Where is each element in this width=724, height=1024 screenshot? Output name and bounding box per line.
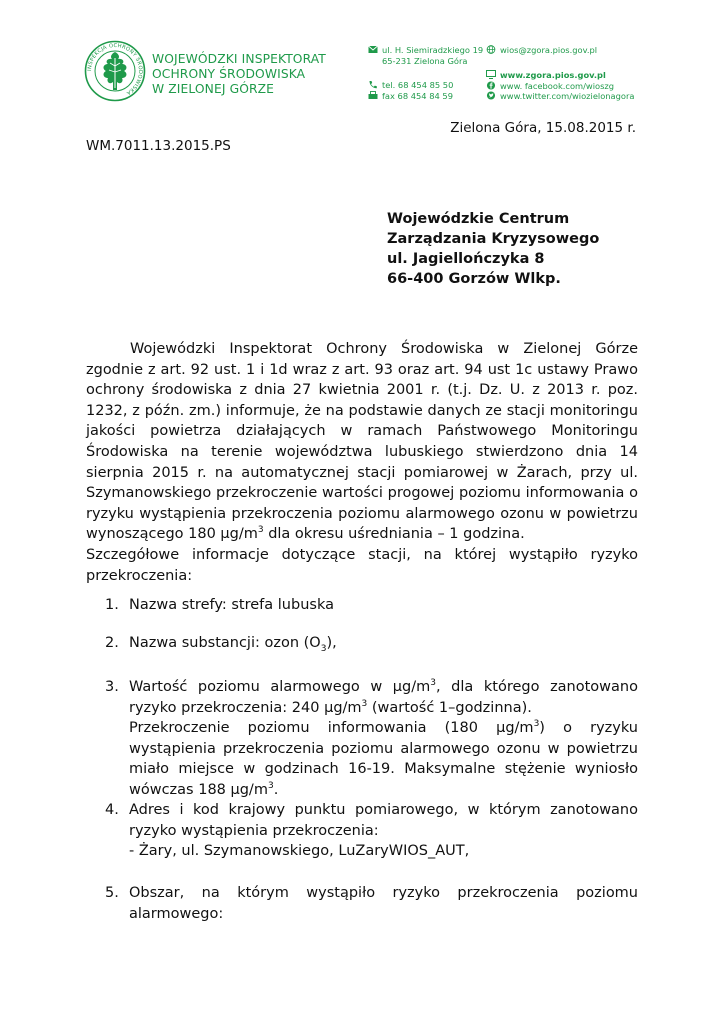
org-line-2: OCHRONY ŚRODOWISKA (152, 67, 306, 81)
phone-block (368, 80, 453, 101)
website-link[interactable]: www.zgora.pios.gov.pl (500, 70, 606, 80)
twitter-link[interactable]: www.twitter.com/wiozielonagora (500, 91, 635, 101)
place-and-date: Zielona Góra, 15.08.2015 r. (450, 120, 636, 136)
main-paragraph: Wojewódzki Inspektorat Ochrony Środowiska w Zielonej Górze zgodnie z art. 92 ust. 1 i 1d wraz z art. 93 oraz art. 94 ust 1c ustawy Prawo ochrony środowiska z dnia 27 kwietnia 2001 r. (t.j. Dz. U. z 2013 r. poz. 1232, z późn. zm.) informuje, że na podstawie danych ze stacji monitoringu jakości powietrza działających w ramach Państwowego Monitoringu Środowiska na terenie województwa lubuskiego stwierdzono dnia 14 sierpnia 2015 r. na automatycznej stacji pomiarowej w Żarach, przy ul. Szymanowskiego przekroczenie wartości progowej poziomu informowania o ryzyku wystąpienia przekroczenia poziomu alarmowego ozonu w powietrzu wynoszącego 180 $\mu g/m^3$ dla okresu uśredniania – 1 godzina. (86, 341, 638, 543)
logo-ring-text: INSPEKCJA OCHRONY ŚRODOWISKA (86, 42, 144, 96)
list-item: 4. Adres i kod krajowy punktu pomiarowego, w którym zanotowano ryzyko wystąpienia przekroczenia: - Żary, ul. Szymanowskiego, LuZaryWIOS_AUT, (105, 802, 638, 860)
reference-number: WM.7011.13.2015.PS (86, 138, 231, 154)
facebook-link[interactable]: www. facebook.com/wioszg (500, 80, 615, 91)
list-item: 5. Obszar, na którym wystąpiło ryzyko przekroczenia poziomu alarmowego: (105, 885, 638, 922)
wios-logo (84, 40, 146, 102)
recipient-address (387, 209, 599, 289)
org-line-1: WOJEWÓDZKI INSPEKTORAT (152, 52, 326, 66)
details-intro-paragraph: Szczegółowe informacje dotyczące stacji, na której wystąpiło ryzyko przekroczenia: (86, 547, 638, 584)
monitor-icon (486, 70, 496, 79)
phone-icon (368, 80, 378, 89)
facebook-icon (486, 81, 496, 90)
recipient-line-4: 66-400 Gorzów Wlkp. (387, 271, 561, 287)
email-link[interactable]: wios@zgora.pios.gov.pl (500, 45, 598, 55)
org-line-3: W ZIELONEJ GÓRZE (152, 82, 275, 96)
list-item: 1. Nazwa strefy: strefa lubuska (105, 597, 334, 613)
address-block (368, 45, 483, 66)
web-block (486, 70, 634, 102)
list-item: 2. Nazwa substancji: ozon $(O_3)$, (105, 635, 337, 654)
list-item: 3. Wartość poziomu alarmowego w $\mu g/m^3$, dla którego zanotowano ryzyko przekroczenia: 240 $\mu g/m^3$ (wartość 1–godzinna). Przekroczenie poziomu informowania (180 $\mu g/m^3$) o ryzyku wystąpienia przekroczenia poziomu alarmowego ozonu w powietrzu miało miejsce w godzinach 16-19. Maksymalne stężenie wyniosło wówczas 188 $\mu g/m^3$. (105, 678, 638, 798)
email-block (486, 45, 597, 56)
recipient-line-3: ul. Jagiellończyka 8 (387, 251, 545, 267)
twitter-icon (486, 91, 496, 100)
organization-name (152, 52, 326, 97)
envelope-icon (368, 45, 378, 54)
address-city: 65-231 Zielona Góra (382, 55, 468, 66)
phone-number: tel. 68 454 85 50 (382, 80, 454, 90)
address-street: ul. H. Siemiradzkiego 19 (382, 45, 484, 55)
recipient-line-2: Zarządzania Kryzysowego (387, 231, 600, 247)
recipient-line-1: Wojewódzkie Centrum (387, 211, 570, 227)
globe-icon (486, 45, 496, 54)
fax-icon (368, 91, 378, 100)
fax-number: fax 68 454 84 59 (382, 90, 453, 101)
